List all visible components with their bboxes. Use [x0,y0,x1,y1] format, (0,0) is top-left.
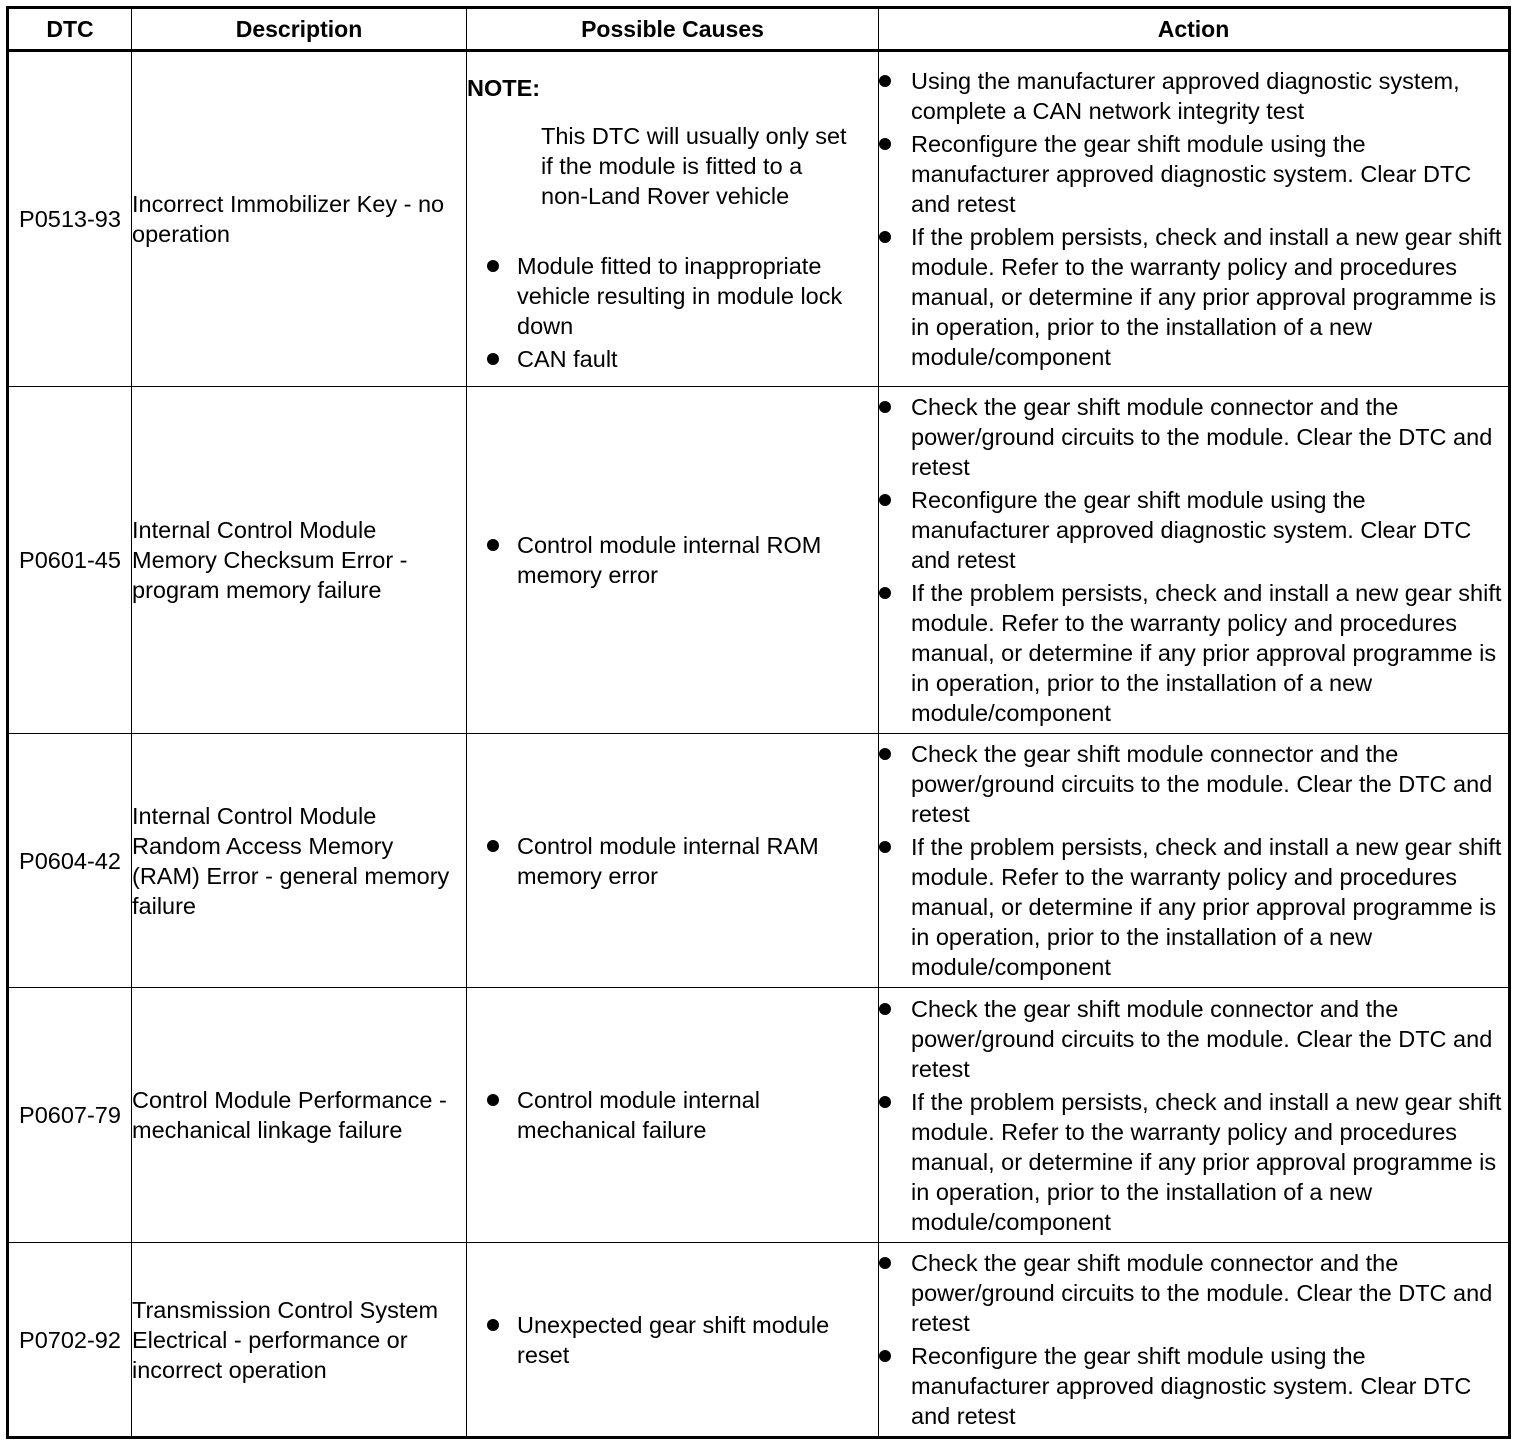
action-item [879,1087,1508,1237]
action-list [879,66,1508,372]
dtc-description: Control Module Performance - mechanical linkage failure [132,988,467,1243]
cause-list [467,1310,878,1370]
bullet-icon [879,401,891,413]
bullet-icon [879,494,891,506]
cause-list [467,1085,878,1145]
action-text: If the problem persists, check and install a new gear shift module. Refer to the warranty policy and procedures manual, or determine if any prior approval programme is in operation, prior to the installation of a new module/component [911,834,1502,980]
action-text: Check the gear shift module connector and the power/ground circuits to the module. Clear the DTC and retest [911,394,1493,480]
possible-causes-cell [467,51,879,387]
cause-item [467,251,878,341]
cause-text: Unexpected gear shift module reset [517,1311,830,1368]
action-item [879,222,1508,372]
note-label: NOTE: [467,74,541,101]
cause-text: Control module internal RAM memory error [517,832,819,889]
cause-text: Module fitted to inappropriate vehicle resulting in module lock down [517,252,843,339]
action-cell [879,51,1510,387]
cause-text: Control module internal mechanical failure [517,1087,760,1143]
dtc-description: Internal Control Module Memory Checksum Error - program memory failure [132,387,467,734]
dtc-description: Transmission Control System Electrical - performance or incorrect operation [132,1243,467,1438]
cause-list [467,530,878,590]
table-row [8,988,1510,1243]
possible-causes-cell [467,988,879,1243]
table-row [8,1243,1510,1438]
bullet-icon [879,841,891,853]
bullet-icon [879,748,891,760]
bullet-icon [487,260,499,272]
action-text: Using the manufacturer approved diagnostic system, complete a CAN network integrity test [911,68,1460,124]
action-item [879,578,1508,728]
action-text: If the problem persists, check and install a new gear shift module. Refer to the warranty policy and procedures manual, or determine if any prior approval programme is in operation, prior to the installation of a new module/component [911,224,1502,370]
cause-item [467,1310,878,1370]
cause-item [467,831,878,891]
dtc-description: Internal Control Module Random Access Memory (RAM) Error - general memory failure [132,734,467,988]
bullet-icon [879,1096,891,1108]
cause-list [467,251,878,374]
action-list [879,1248,1508,1431]
cause-text: CAN fault [517,345,618,372]
table-row [8,734,1510,988]
action-item [879,1341,1508,1431]
action-item [879,739,1508,829]
bullet-icon [879,75,891,87]
action-item [879,994,1508,1084]
action-cell [879,1243,1510,1438]
action-item [879,129,1508,219]
bullet-icon [487,1094,499,1106]
cause-item [467,1085,878,1145]
action-text: Reconfigure the gear shift module using the manufacturer approved diagnostic system. Clear DTC and retest [911,1343,1472,1429]
possible-causes-cell [467,387,879,734]
action-list [879,739,1508,982]
action-item [879,1248,1508,1338]
dtc-description: Incorrect Immobilizer Key - no operation [132,51,467,387]
table-row [8,51,1510,387]
header-description: Description [132,8,467,51]
bullet-icon [879,231,891,243]
action-cell [879,387,1510,734]
bullet-icon [879,1003,891,1015]
cause-item [467,344,878,374]
action-cell [879,988,1510,1243]
header-action: Action [879,8,1510,51]
dtc-code: P0604-42 [8,734,132,988]
action-item [879,66,1508,126]
possible-causes-cell [467,734,879,988]
cause-text: Control module internal ROM memory error [517,532,822,588]
bullet-icon [487,840,499,852]
action-list [879,392,1508,728]
dtc-code: P0702-92 [8,1243,132,1438]
header-possible-causes: Possible Causes [467,8,879,51]
dtc-code: P0601-45 [8,387,132,734]
bullet-icon [487,1319,499,1331]
header-dtc: DTC [8,8,132,51]
action-text: Check the gear shift module connector and the power/ground circuits to the module. Clear the DTC and retest [911,995,1493,1082]
bullet-icon [879,1350,891,1362]
bullet-icon [879,138,891,150]
bullet-icon [879,587,891,599]
action-item [879,485,1508,575]
dtc-code: P0513-93 [8,51,132,387]
action-item [879,832,1508,982]
bullet-icon [879,1257,891,1269]
action-list [879,994,1508,1237]
bullet-icon [487,353,499,365]
action-text: If the problem persists, check and install a new gear shift module. Refer to the warranty policy and procedures manual, or determine if any prior approval programme is in operation, prior to the installation of a new module/component [911,580,1502,726]
bullet-icon [487,539,499,551]
action-text: Check the gear shift module connector and the power/ground circuits to the module. Clear the DTC and retest [911,741,1493,827]
cause-item [467,530,878,590]
table-row [8,387,1510,734]
cause-list [467,831,878,891]
header-row [8,8,1510,51]
action-text: Reconfigure the gear shift module using the manufacturer approved diagnostic system. Clear DTC and retest [911,131,1472,217]
action-text: Check the gear shift module connector and the power/ground circuits to the module. Clear the DTC and retest [911,1250,1493,1336]
action-item [879,392,1508,482]
dtc-code: P0607-79 [8,988,132,1243]
note-text: This DTC will usually only set if the module is fitted to a non-Land Rover vehicle [541,122,847,209]
possible-causes-cell [467,1243,879,1438]
action-cell [879,734,1510,988]
action-text: If the problem persists, check and install a new gear shift module. Refer to the warranty policy and procedures manual, or determine if any prior approval programme is in operation, prior to the installation of a new module/component [911,1088,1502,1235]
dtc-table [6,6,1511,1439]
action-text: Reconfigure the gear shift module using the manufacturer approved diagnostic system. Clear DTC and retest [911,487,1472,573]
